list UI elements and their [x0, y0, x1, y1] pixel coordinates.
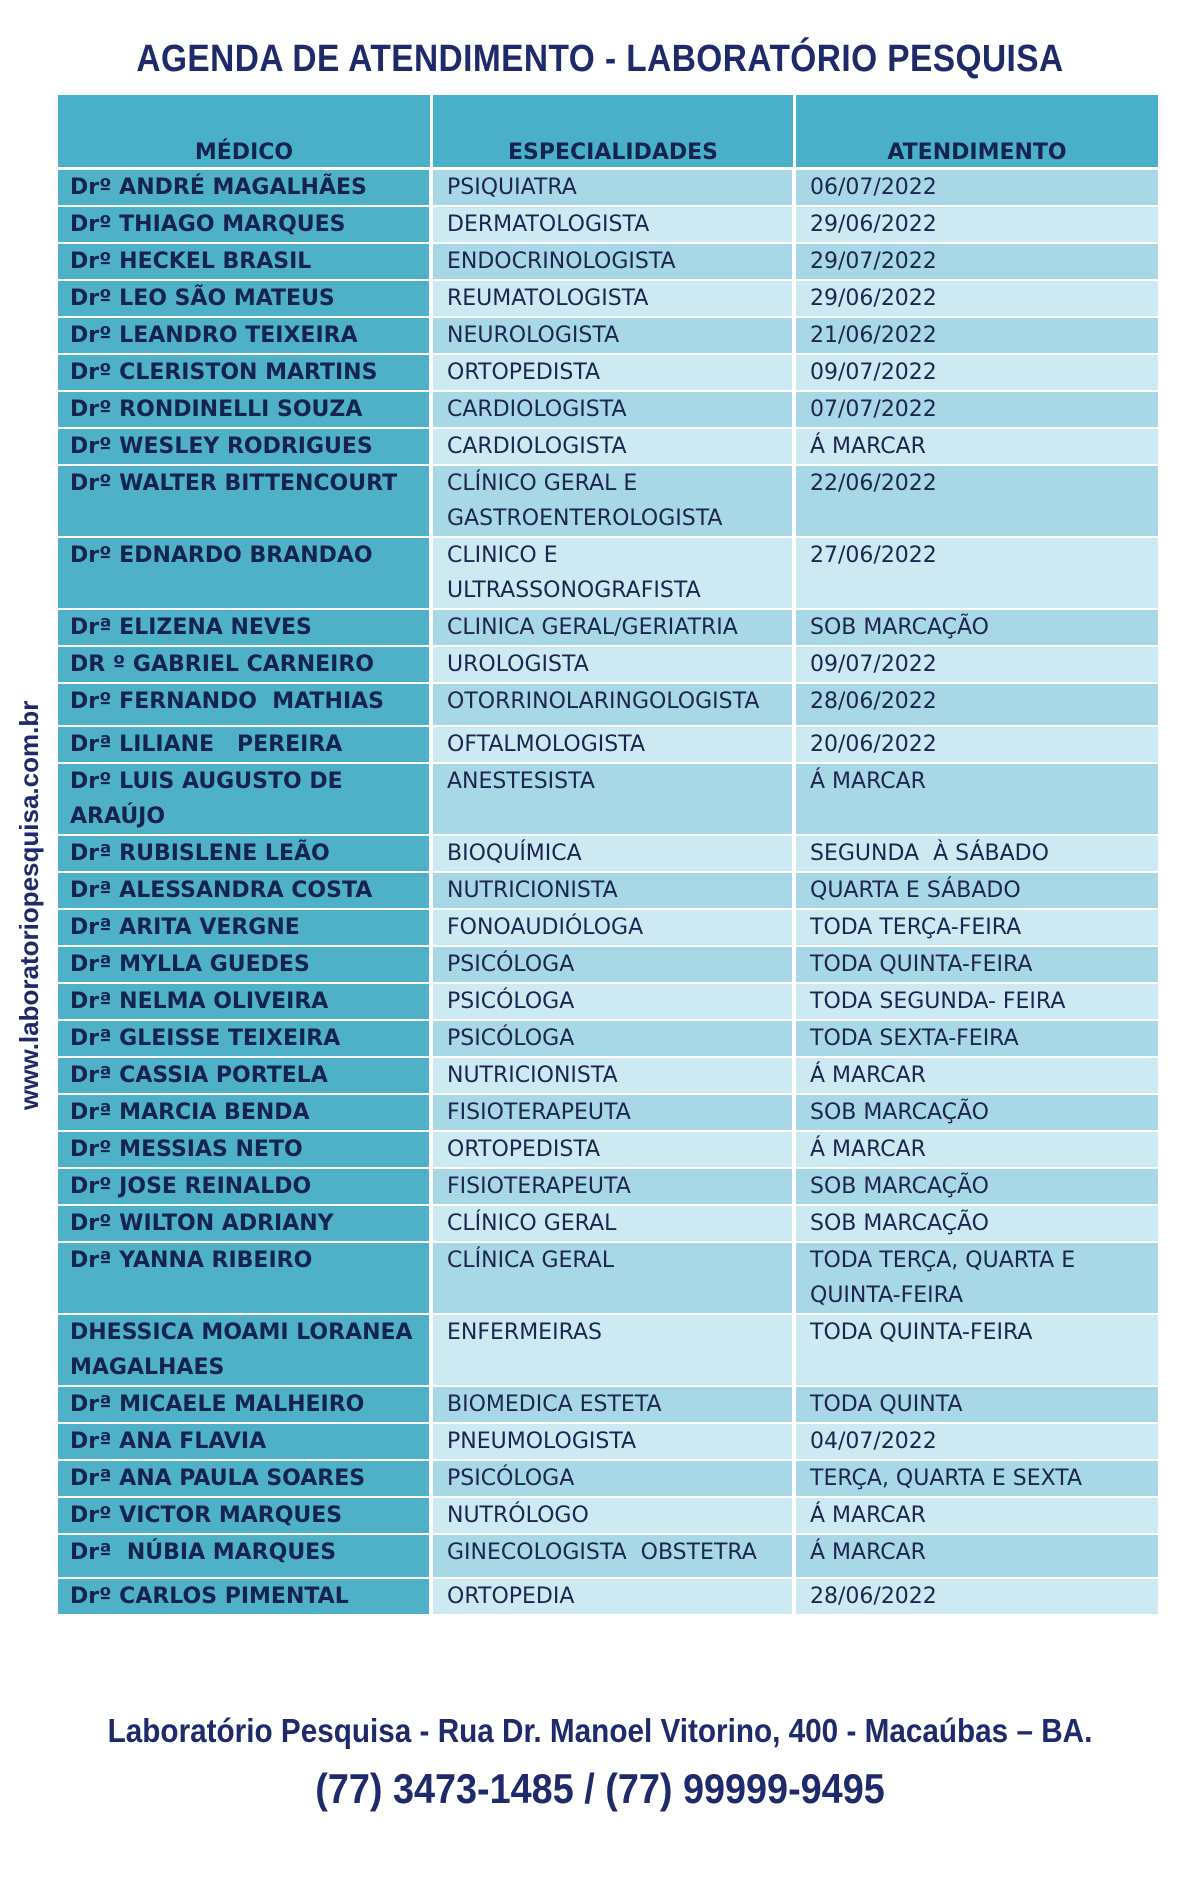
doctor-name: Drº HECKEL BRASIL	[58, 244, 433, 281]
specialty: BIOMEDICA ESTETA	[433, 1387, 796, 1424]
table-row	[58, 392, 1158, 429]
schedule: TODA QUINTA	[796, 1387, 1158, 1424]
table-row	[58, 1058, 1158, 1095]
specialty: UROLOGISTA	[433, 647, 796, 684]
doctor-name: Drº RONDINELLI SOUZA	[58, 392, 433, 429]
specialty: PSICÓLOGA	[433, 1021, 796, 1058]
doctor-name: Drº THIAGO MARQUES	[58, 207, 433, 244]
specialty: PSICÓLOGA	[433, 984, 796, 1021]
table-row	[58, 1095, 1158, 1132]
table-row	[58, 910, 1158, 947]
specialty: PNEUMOLOGISTA	[433, 1424, 796, 1461]
schedule: SEGUNDA À SÁBADO	[796, 836, 1158, 873]
specialty: CLINICA GERAL/GERIATRIA	[433, 610, 796, 647]
schedule: 29/06/2022	[796, 207, 1158, 244]
schedule: Á MARCAR	[796, 1498, 1158, 1535]
specialty: NUTRICIONISTA	[433, 873, 796, 910]
doctor-name: Drª GLEISSE TEIXEIRA	[58, 1021, 433, 1058]
table-row	[58, 727, 1158, 764]
specialty: ORTOPEDISTA	[433, 1132, 796, 1169]
specialty: NUTRICIONISTA	[433, 1058, 796, 1095]
schedule: 07/07/2022	[796, 392, 1158, 429]
header-specialty: ESPECIALIDADES	[433, 95, 796, 170]
schedule: Á MARCAR	[796, 1132, 1158, 1169]
doctor-name: Drº JOSE REINALDO	[58, 1169, 433, 1206]
schedule: 28/06/2022	[796, 1579, 1158, 1616]
page-title: AGENDA DE ATENDIMENTO - LABORATÓRIO PESQUISA	[136, 38, 1064, 80]
schedule: Á MARCAR	[796, 764, 1158, 836]
schedule: SOB MARCAÇÃO	[796, 610, 1158, 647]
schedule: Á MARCAR	[796, 1058, 1158, 1095]
table-body	[58, 170, 1158, 1616]
table-row	[58, 318, 1158, 355]
schedule-table	[58, 95, 1158, 1616]
doctor-name: Drº WILTON ADRIANY	[58, 1206, 433, 1243]
doctor-name: Drº FERNANDO MATHIAS	[58, 684, 433, 727]
table-row	[58, 873, 1158, 910]
specialty: ANESTESISTA	[433, 764, 796, 836]
table-row	[58, 466, 1158, 538]
table-row	[58, 244, 1158, 281]
table-row	[58, 984, 1158, 1021]
specialty: PSICÓLOGA	[433, 947, 796, 984]
table-row	[58, 1579, 1158, 1616]
schedule: TODA SEGUNDA- FEIRA	[796, 984, 1158, 1021]
table-row	[58, 170, 1158, 207]
schedule: SOB MARCAÇÃO	[796, 1206, 1158, 1243]
table-row	[58, 647, 1158, 684]
table-row	[58, 610, 1158, 647]
doctor-name: Drº EDNARDO BRANDAO	[58, 538, 433, 610]
table-row	[58, 947, 1158, 984]
header-schedule: ATENDIMENTO	[796, 95, 1158, 170]
doctor-name: Drº CLERISTON MARTINS	[58, 355, 433, 392]
schedule: TODA SEXTA-FEIRA	[796, 1021, 1158, 1058]
schedule: 29/06/2022	[796, 281, 1158, 318]
table-row	[58, 1424, 1158, 1461]
schedule: SOB MARCAÇÃO	[796, 1169, 1158, 1206]
table-row	[58, 684, 1158, 727]
table-row	[58, 538, 1158, 610]
schedule: TODA QUINTA-FEIRA	[796, 947, 1158, 984]
specialty: GINECOLOGISTA OBSTETRA	[433, 1535, 796, 1579]
doctor-name: Drº WESLEY RODRIGUES	[58, 429, 433, 466]
doctor-name: Drª ALESSANDRA COSTA	[58, 873, 433, 910]
doctor-name: Drº MESSIAS NETO	[58, 1132, 433, 1169]
table-row	[58, 764, 1158, 836]
specialty: CLÍNICA GERAL	[433, 1243, 796, 1315]
doctor-name: Drª ANA FLAVIA	[58, 1424, 433, 1461]
schedule: QUARTA E SÁBADO	[796, 873, 1158, 910]
schedule: SOB MARCAÇÃO	[796, 1095, 1158, 1132]
table-header-row	[58, 95, 1158, 170]
schedule: TODA TERÇA, QUARTA E QUINTA-FEIRA	[796, 1243, 1158, 1315]
schedule: 27/06/2022	[796, 538, 1158, 610]
doctor-name: Drª YANNA RIBEIRO	[58, 1243, 433, 1315]
schedule-table-container	[58, 95, 1158, 1616]
schedule: TERÇA, QUARTA E SEXTA	[796, 1461, 1158, 1498]
specialty: CARDIOLOGISTA	[433, 429, 796, 466]
doctor-name: Drº CARLOS PIMENTAL	[58, 1579, 433, 1616]
specialty: ENFERMEIRAS	[433, 1315, 796, 1387]
table-row	[58, 1498, 1158, 1535]
table-row	[58, 429, 1158, 466]
doctor-name: Drª MARCIA BENDA	[58, 1095, 433, 1132]
schedule: 09/07/2022	[796, 647, 1158, 684]
table-row	[58, 207, 1158, 244]
table-row	[58, 1387, 1158, 1424]
doctor-name: Drª MYLLA GUEDES	[58, 947, 433, 984]
specialty: FONOAUDIÓLOGA	[433, 910, 796, 947]
specialty: CARDIOLOGISTA	[433, 392, 796, 429]
doctor-name: DHESSICA MOAMI LORANEA MAGALHAES	[58, 1315, 433, 1387]
schedule: 22/06/2022	[796, 466, 1158, 538]
specialty: PSICÓLOGA	[433, 1461, 796, 1498]
doctor-name: Drª LILIANE PEREIRA	[58, 727, 433, 764]
schedule: Á MARCAR	[796, 429, 1158, 466]
table-row	[58, 281, 1158, 318]
schedule: 06/07/2022	[796, 170, 1158, 207]
doctor-name: Drª MICAELE MALHEIRO	[58, 1387, 433, 1424]
doctor-name: Drª CASSIA PORTELA	[58, 1058, 433, 1095]
doctor-name: Drª ELIZENA NEVES	[58, 610, 433, 647]
schedule: 29/07/2022	[796, 244, 1158, 281]
doctor-name: Drº ANDRÉ MAGALHÃES	[58, 170, 433, 207]
header-doctor: MÉDICO	[58, 95, 433, 170]
specialty: FISIOTERAPEUTA	[433, 1095, 796, 1132]
table-row	[58, 1315, 1158, 1387]
table-row	[58, 1132, 1158, 1169]
doctor-name: Drº LEANDRO TEIXEIRA	[58, 318, 433, 355]
table-row	[58, 355, 1158, 392]
website-url: www.laboratoriopesquisa.com.br	[14, 700, 44, 1110]
doctor-name: Drª ARITA VERGNE	[58, 910, 433, 947]
schedule: 20/06/2022	[796, 727, 1158, 764]
specialty: OTORRINOLARINGOLOGISTA	[433, 684, 796, 727]
doctor-name: Drª NÚBIA MARQUES	[58, 1535, 433, 1579]
specialty: CLÍNICO GERAL	[433, 1206, 796, 1243]
specialty: CLÍNICO GERAL E GASTROENTEROLOGISTA	[433, 466, 796, 538]
specialty: ORTOPEDIA	[433, 1579, 796, 1616]
table-row	[58, 836, 1158, 873]
doctor-name: Drª NELMA OLIVEIRA	[58, 984, 433, 1021]
doctor-name: Drº LEO SÃO MATEUS	[58, 281, 433, 318]
specialty: BIOQUÍMICA	[433, 836, 796, 873]
doctor-name: Drº LUIS AUGUSTO DE ARAÚJO	[58, 764, 433, 836]
doctor-name: Drº WALTER BITTENCOURT	[58, 466, 433, 538]
specialty: CLINICO E ULTRASSONOGRAFISTA	[433, 538, 796, 610]
table-row	[58, 1243, 1158, 1315]
table-row	[58, 1169, 1158, 1206]
doctor-name: DR º GABRIEL CARNEIRO	[58, 647, 433, 684]
table-row	[58, 1021, 1158, 1058]
table-row	[58, 1535, 1158, 1579]
specialty: PSIQUIATRA	[433, 170, 796, 207]
specialty: NEUROLOGISTA	[433, 318, 796, 355]
schedule: Á MARCAR	[796, 1535, 1158, 1579]
schedule: 28/06/2022	[796, 684, 1158, 727]
table-row	[58, 1206, 1158, 1243]
schedule: 21/06/2022	[796, 318, 1158, 355]
footer-address: Laboratório Pesquisa - Rua Dr. Manoel Vitorino, 400 - Macaúbas – BA.	[107, 1712, 1093, 1749]
schedule: 09/07/2022	[796, 355, 1158, 392]
specialty: FISIOTERAPEUTA	[433, 1169, 796, 1206]
doctor-name: Drª RUBISLENE LEÃO	[58, 836, 433, 873]
specialty: NUTRÓLOGO	[433, 1498, 796, 1535]
specialty: ORTOPEDISTA	[433, 355, 796, 392]
specialty: OFTALMOLOGISTA	[433, 727, 796, 764]
specialty: ENDOCRINOLOGISTA	[433, 244, 796, 281]
table-row	[58, 1461, 1158, 1498]
footer-phones: (77) 3473-1485 / (77) 99999-9495	[315, 1765, 885, 1812]
specialty: DERMATOLOGISTA	[433, 207, 796, 244]
doctor-name: Drº VICTOR MARQUES	[58, 1498, 433, 1535]
doctor-name: Drª ANA PAULA SOARES	[58, 1461, 433, 1498]
schedule: 04/07/2022	[796, 1424, 1158, 1461]
schedule: TODA TERÇA-FEIRA	[796, 910, 1158, 947]
specialty: REUMATOLOGISTA	[433, 281, 796, 318]
schedule: TODA QUINTA-FEIRA	[796, 1315, 1158, 1387]
